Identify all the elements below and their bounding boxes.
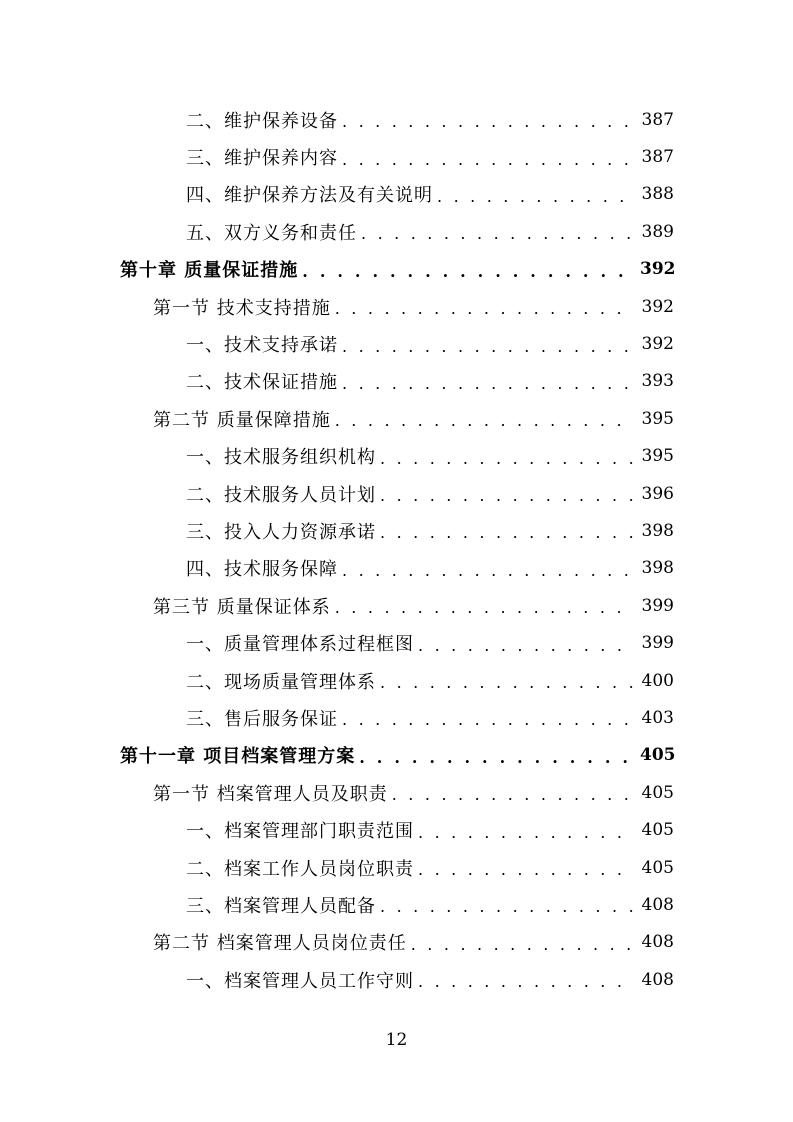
toc-section-entry[interactable] — [0, 288, 793, 325]
toc-entry-page: 398 — [641, 558, 674, 579]
page-number: 12 — [385, 1030, 408, 1050]
toc-entry-page: 392 — [641, 296, 674, 317]
toc-subsection-entry[interactable] — [0, 811, 793, 848]
toc-entry-page: 408 — [641, 894, 674, 915]
toc-dot-leader — [437, 187, 634, 206]
toc-entry-page: 398 — [641, 520, 674, 541]
toc-dot-leader — [380, 449, 634, 468]
toc-entry-title: 三、维护保养内容 — [186, 148, 338, 170]
toc-dot-leader — [418, 860, 634, 879]
toc-entry-title: 一、档案管理人员工作守则 — [186, 970, 414, 992]
toc-entry-title: 一、技术支持承诺 — [186, 335, 338, 357]
toc-entry-title: 第一节 档案管理人员及职责 — [153, 783, 388, 805]
toc-entry-title: 第一节 技术支持措施 — [153, 297, 331, 319]
toc-entry-title: 第三节 质量保证体系 — [153, 596, 331, 618]
toc-entry-title: 一、质量管理体系过程框图 — [186, 634, 414, 656]
toc-entry-title: 二、档案工作人员岗位职责 — [186, 858, 414, 880]
toc-dot-leader — [411, 935, 634, 954]
toc-subsection-entry[interactable] — [0, 886, 793, 923]
toc-entry-title: 第十一章 项目档案管理方案 — [120, 746, 356, 768]
toc-dot-leader — [302, 262, 634, 281]
toc-subsection-entry[interactable] — [0, 325, 793, 362]
toc-entry-title: 二、现场质量管理体系 — [186, 671, 376, 693]
toc-dot-leader — [380, 523, 634, 542]
toc-entry-page: 387 — [641, 109, 674, 130]
toc-entry-title: 三、投入人力资源承诺 — [186, 521, 376, 543]
toc-dot-leader — [361, 224, 634, 243]
toc-entry-title: 第十章 质量保证措施 — [120, 260, 299, 282]
toc-entry-title: 四、技术服务保障 — [186, 559, 338, 581]
toc-entry-title: 二、技术保证措施 — [186, 372, 338, 394]
toc-dot-leader — [418, 972, 634, 991]
toc-section-entry[interactable] — [0, 587, 793, 624]
toc-entry-title: 二、维护保养设备 — [186, 110, 338, 132]
toc-entry-page: 389 — [641, 221, 674, 242]
toc-entry-page: 387 — [641, 147, 674, 168]
toc-entry-page: 408 — [641, 969, 674, 990]
toc-dot-leader — [342, 150, 634, 169]
toc-dot-leader — [335, 598, 634, 617]
toc-dot-leader — [392, 785, 634, 804]
toc-dot-leader — [335, 411, 634, 430]
toc-dot-leader — [418, 823, 634, 842]
toc-entry-page: 393 — [641, 371, 674, 392]
toc-section-entry[interactable] — [0, 924, 793, 961]
toc-subsection-entry[interactable] — [0, 438, 793, 475]
toc-section-entry[interactable] — [0, 774, 793, 811]
toc-entry-page: 405 — [640, 745, 676, 766]
toc-subsection-entry[interactable] — [0, 176, 793, 213]
toc-dot-leader — [342, 561, 634, 580]
toc-entry-title: 二、技术服务人员计划 — [186, 484, 376, 506]
toc-subsection-entry[interactable] — [0, 699, 793, 736]
toc-entry-page: 405 — [641, 820, 674, 841]
toc-entry-title: 一、技术服务组织机构 — [186, 447, 376, 469]
toc-entry-page: 408 — [641, 932, 674, 953]
toc-subsection-entry[interactable] — [0, 101, 793, 138]
toc-entry-page: 395 — [641, 408, 674, 429]
toc-entry-page: 399 — [641, 595, 674, 616]
toc-dot-leader — [335, 299, 634, 318]
toc-subsection-entry[interactable] — [0, 213, 793, 250]
toc-entry-page: 399 — [641, 633, 674, 654]
table-of-contents — [0, 101, 793, 998]
toc-dot-leader — [359, 748, 634, 767]
toc-entry-page: 392 — [640, 259, 676, 280]
toc-subsection-entry[interactable] — [0, 363, 793, 400]
toc-subsection-entry[interactable] — [0, 961, 793, 998]
toc-entry-title: 第二节 档案管理人员岗位责任 — [153, 933, 407, 955]
toc-entry-page: 405 — [641, 857, 674, 878]
toc-entry-page: 392 — [641, 334, 674, 355]
toc-subsection-entry[interactable] — [0, 849, 793, 886]
toc-entry-page: 396 — [641, 483, 674, 504]
toc-entry-title: 三、档案管理人员配备 — [186, 895, 376, 917]
toc-entry-page: 395 — [641, 446, 674, 467]
toc-entry-title: 第二节 质量保障措施 — [153, 409, 331, 431]
toc-subsection-entry[interactable] — [0, 138, 793, 175]
toc-entry-page: 405 — [641, 782, 674, 803]
toc-chapter-entry[interactable] — [0, 737, 793, 774]
toc-dot-leader — [342, 374, 634, 393]
toc-dot-leader — [342, 112, 634, 131]
toc-dot-leader — [342, 337, 634, 356]
toc-entry-title: 三、售后服务保证 — [186, 708, 338, 730]
toc-dot-leader — [418, 636, 634, 655]
toc-subsection-entry[interactable] — [0, 662, 793, 699]
toc-entry-title: 五、双方义务和责任 — [186, 222, 357, 244]
toc-entry-page: 388 — [641, 184, 674, 205]
toc-chapter-entry[interactable] — [0, 251, 793, 288]
toc-subsection-entry[interactable] — [0, 624, 793, 661]
toc-subsection-entry[interactable] — [0, 550, 793, 587]
toc-entry-title: 一、档案管理部门职责范围 — [186, 821, 414, 843]
toc-dot-leader — [342, 710, 634, 729]
toc-dot-leader — [380, 486, 634, 505]
toc-subsection-entry[interactable] — [0, 475, 793, 512]
toc-subsection-entry[interactable] — [0, 512, 793, 549]
toc-dot-leader — [380, 673, 634, 692]
toc-entry-page: 400 — [641, 670, 674, 691]
toc-dot-leader — [380, 897, 634, 916]
toc-section-entry[interactable] — [0, 400, 793, 437]
toc-entry-title: 四、维护保养方法及有关说明 — [186, 185, 433, 207]
toc-entry-page: 403 — [641, 707, 674, 728]
